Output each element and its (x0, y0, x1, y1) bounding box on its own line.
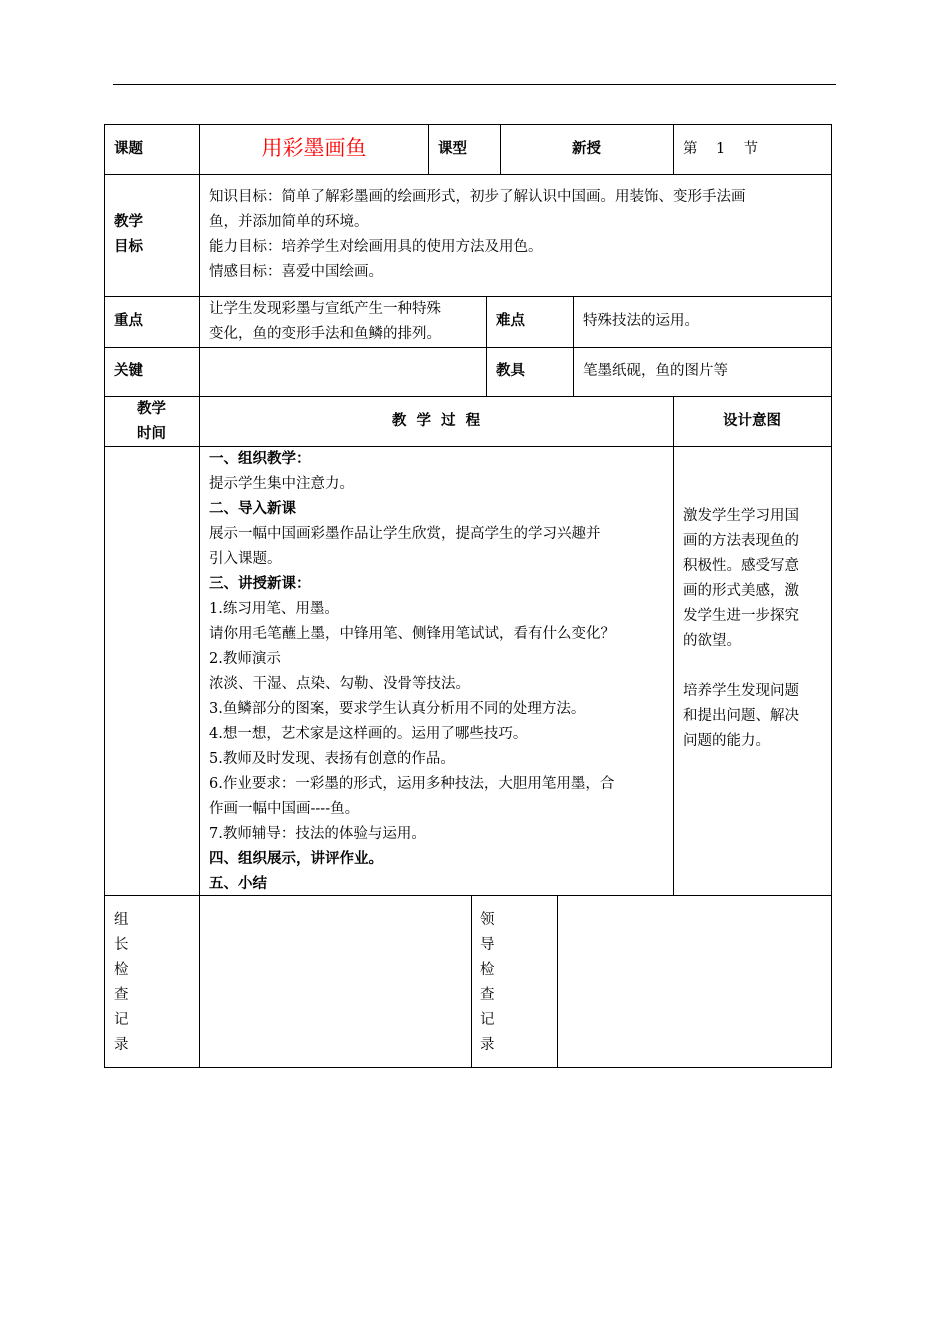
objectives-text: 知识目标：简单了解彩墨画的绘画形式，初步了解认识中国画。用装饰、变形手法画 鱼，并添加简单的环境。 能力目标：培养学生对绘画用具的使用方法及用色。 情感目标：喜爱中国绘画。 (209, 189, 746, 280)
lesson-type-label: 课型 (438, 141, 467, 157)
process-line: 6.作业要求：一彩墨的形式，运用多种技法，大胆用笔用墨，合 (209, 776, 615, 792)
process-line: 展示一幅中国画彩墨作品让学生欣赏，提高学生的学习兴趣并 (209, 526, 601, 542)
group-leader-record-label: 组 长 检 查 记 录 (114, 912, 129, 1053)
process-line: 7.教师辅导：技法的体验与运用。 (209, 826, 426, 842)
header-rule (113, 84, 836, 85)
process-line: 3.鱼鳞部分的图案，要求学生认真分析用不同的处理方法。 (209, 701, 586, 717)
difficulty-label: 难点 (496, 313, 525, 329)
process-line: 二、导入新课 (209, 501, 296, 517)
section-number: 第 1 节 (683, 141, 759, 157)
process-line: 四、组织展示，讲评作业。 (209, 851, 383, 867)
tools-value: 笔墨纸砚，鱼的图片等 (583, 363, 728, 379)
teaching-time-header: 教学 时间 (137, 401, 166, 442)
lesson-type-value: 新授 (572, 141, 601, 157)
process-line: 浓淡、干湿、点染、勾勒、没骨等技法。 (209, 676, 470, 692)
process-line: 作画一幅中国画----鱼。 (209, 801, 360, 817)
key-point-text: 让学生发现彩墨与宣纸产生一种特殊 变化，鱼的变形手法和鱼鳞的排列。 (209, 301, 441, 342)
process-line: 5.教师及时发现、表扬有创意的作品。 (209, 751, 455, 767)
key-point-label: 重点 (114, 313, 143, 329)
teaching-process-body (209, 447, 615, 897)
design-intent-body: 激发学生学习用国 画的方法表现鱼的 积极性。感受写意 画的形式美感，激 发学生进一步探究 的欲望。 培养学生发现问题 和提出问题、解决 问题的能力。 (683, 508, 799, 749)
design-intent-header: 设计意图 (723, 413, 781, 429)
process-line: 一、组织教学： (209, 451, 311, 467)
objectives-label: 教学 目标 (114, 214, 143, 255)
process-line: 4.想一想，艺术家是这样画的。运用了哪些技巧。 (209, 726, 528, 742)
key-label: 关键 (114, 363, 143, 379)
tools-label: 教具 (496, 363, 525, 379)
process-line: 引入课题。 (209, 551, 282, 567)
teaching-process-header: 教 学 过 程 (391, 413, 481, 429)
process-line: 请你用毛笔蘸上墨，中锋用笔、侧锋用笔试试，看有什么变化？ (209, 626, 615, 642)
lesson-title: 用彩墨画鱼 (261, 136, 367, 160)
process-line: 五、小结 (209, 876, 267, 892)
difficulty-value: 特殊技法的运用。 (583, 313, 699, 329)
topic-label: 课题 (114, 141, 143, 157)
process-line: 1.练习用笔、用墨。 (209, 601, 339, 617)
process-line: 2.教师演示 (209, 651, 281, 667)
leader-record-label: 领 导 检 查 记 录 (480, 912, 495, 1053)
process-line: 三、讲授新课： (209, 576, 311, 592)
process-line: 提示学生集中注意力。 (209, 476, 354, 492)
